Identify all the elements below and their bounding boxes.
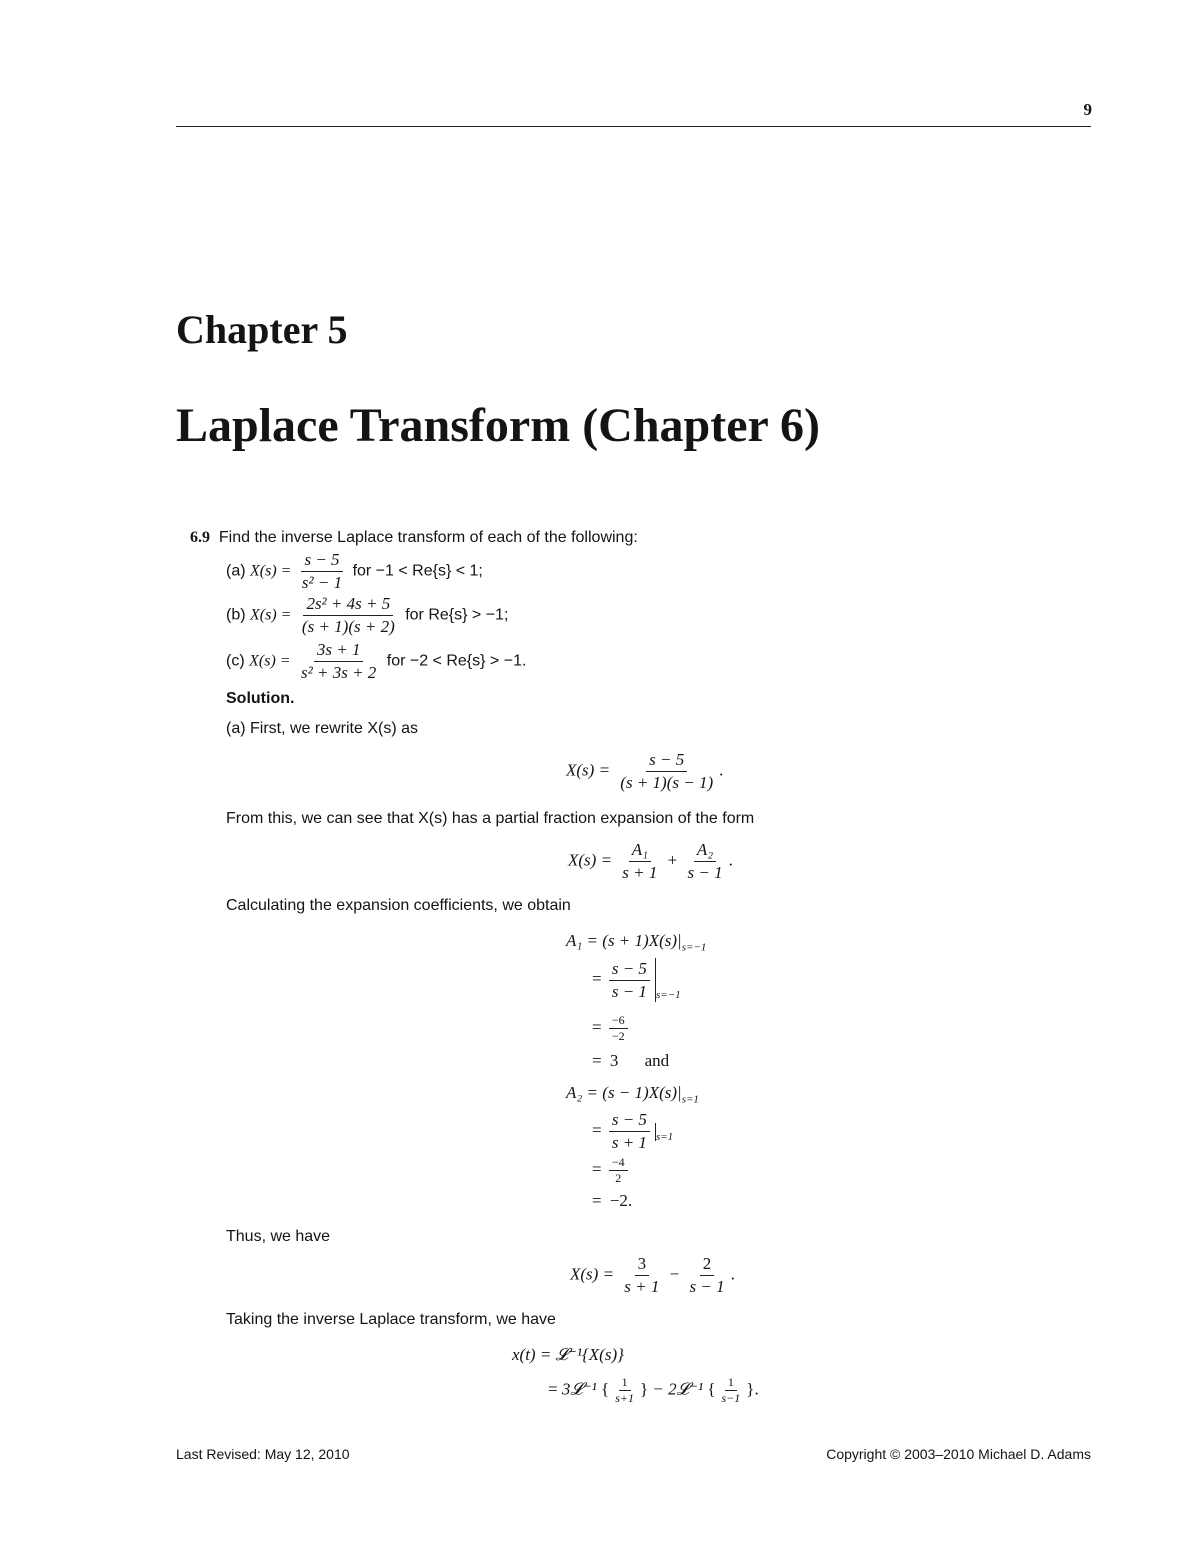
equation-result xyxy=(570,1254,735,1297)
problem-statement xyxy=(190,528,638,548)
eq2-fraction-1 xyxy=(619,840,660,883)
eq1-fraction xyxy=(617,750,716,793)
a1-value: 3 xyxy=(609,1051,619,1070)
problem-label: 6.9 xyxy=(190,529,210,546)
inverse-line2-den1: s+1 xyxy=(615,1391,634,1405)
header-rule xyxy=(176,126,1091,127)
a2-line3 xyxy=(592,1156,631,1185)
eq2-plus: + xyxy=(667,850,678,870)
part-a-denominator: s² − 1 xyxy=(301,573,343,592)
a1-line1-expr: (s + 1)X(s)| xyxy=(602,931,682,950)
a1-line3 xyxy=(592,1014,631,1043)
part-b-numerator: 2s² + 4s + 5 xyxy=(303,594,393,616)
a1-line3-den: −2 xyxy=(611,1029,625,1043)
eq2-end: . xyxy=(728,850,733,870)
chapter-number: Chapter 5 xyxy=(176,307,348,352)
eq1-lhs: X(s) = xyxy=(566,760,611,780)
part-c-lhs: X(s) = xyxy=(249,652,291,670)
eq3-lhs: X(s) = xyxy=(570,1264,615,1284)
a1-line4 xyxy=(592,1050,669,1072)
part-a-fraction xyxy=(299,550,345,593)
inverse-line1-rhs: 𝓛⁻¹{X(s)} xyxy=(555,1345,624,1364)
text-calculating: Calculating the expansion coefficients, we obtain xyxy=(226,897,571,914)
chapter-title: Laplace Transform (Chapter 6) xyxy=(176,399,820,452)
footer-last-revised: Last Revised: May 12, 2010 xyxy=(176,1446,350,1462)
a1-line2-den: s − 1 xyxy=(611,981,647,1001)
eq2-num2: A₂ xyxy=(694,840,716,862)
a2-line3-num: −4 xyxy=(609,1156,628,1171)
inverse-line2-num1: 1 xyxy=(619,1376,631,1391)
eq3-num2: 2 xyxy=(700,1254,715,1276)
inverse-line2-fraction-2 xyxy=(718,1376,743,1405)
eq3-end: . xyxy=(730,1264,735,1284)
part-c-numerator: 3s + 1 xyxy=(314,640,364,662)
part-b-lhs: X(s) = xyxy=(250,606,292,624)
inverse-line2-end: . xyxy=(754,1379,759,1399)
solution-heading: Solution. xyxy=(226,690,295,707)
a2-line2-den: s + 1 xyxy=(611,1133,647,1152)
a1-line2-fraction xyxy=(609,959,650,1002)
inverse-line1-lhs: x(t) = xyxy=(512,1345,552,1364)
equation-expansion-form xyxy=(568,840,733,883)
eq2-fraction-2 xyxy=(684,840,725,883)
part-c-condition: for −2 < Re{s} > −1. xyxy=(386,652,527,670)
a2-line3-den: 2 xyxy=(615,1171,622,1185)
a2-line2 xyxy=(592,1110,673,1153)
part-c-fraction xyxy=(298,640,379,683)
page-number: 9 xyxy=(1083,100,1092,119)
part-a-label: (a) xyxy=(226,562,246,580)
eq3-minus: − xyxy=(669,1264,680,1284)
footer-copyright: Copyright © 2003–2010 Michael D. Adams xyxy=(826,1446,1091,1462)
inverse-line2-minus: − 2𝓛⁻¹ xyxy=(652,1379,704,1399)
eq2-num1: A₁ xyxy=(629,840,651,862)
and-text: and xyxy=(644,1051,670,1070)
a1-line2-sub: s=−1 xyxy=(655,988,681,1001)
eq2-lhs: X(s) = xyxy=(568,850,613,870)
a1-line2-equals: = xyxy=(592,968,602,988)
a2-line3-fraction xyxy=(609,1156,628,1185)
text-partial-fraction: From this, we can see that X(s) has a partial fraction expansion of the form xyxy=(226,810,755,827)
a1-line1-sub: s=−1 xyxy=(681,941,707,954)
a2-line1-sub: s=1 xyxy=(681,1093,699,1106)
a1-line1 xyxy=(566,930,706,958)
a2-line4-equals: = xyxy=(592,1191,602,1210)
a2-line2-equals: = xyxy=(592,1120,602,1140)
eq2-den2: s − 1 xyxy=(687,863,723,882)
a2-line1 xyxy=(566,1082,699,1110)
a2-line1-expr: (s − 1)X(s)| xyxy=(602,1083,682,1102)
eq1-end: . xyxy=(719,760,724,780)
a2-line4 xyxy=(592,1190,632,1212)
a1-line3-equals: = xyxy=(592,1017,602,1037)
a2-value: −2. xyxy=(609,1191,633,1210)
a1-lhs: A₁ = xyxy=(566,931,599,950)
a1-line3-num: −6 xyxy=(609,1014,628,1029)
eq1-denominator: (s + 1)(s − 1) xyxy=(620,773,714,792)
a1-line2 xyxy=(592,958,681,1006)
part-a-lhs: X(s) = xyxy=(250,562,292,580)
part-a-numerator: s − 5 xyxy=(301,550,342,572)
text-thus: Thus, we have xyxy=(226,1228,331,1245)
eq1-numerator: s − 5 xyxy=(646,750,687,772)
inverse-line1 xyxy=(512,1344,624,1366)
inverse-line2-equals: = xyxy=(548,1379,558,1399)
problem-text: Find the inverse Laplace transform of each of the following: xyxy=(218,529,638,546)
eq3-den1: s + 1 xyxy=(624,1277,660,1296)
inverse-line2-den2: s−1 xyxy=(721,1391,741,1405)
equation-rewrite xyxy=(566,750,723,793)
part-a xyxy=(226,550,483,593)
text-taking-inverse: Taking the inverse Laplace transform, we have xyxy=(226,1311,556,1328)
part-b-fraction xyxy=(299,594,398,637)
a2-line2-sub: s=1 xyxy=(655,1130,674,1143)
inverse-line2-coef1: 3𝓛⁻¹ xyxy=(561,1379,597,1399)
a2-line3-equals: = xyxy=(592,1159,602,1179)
part-a-condition: for −1 < Re{s} < 1; xyxy=(352,562,483,580)
part-b xyxy=(226,594,508,637)
eq2-den1: s + 1 xyxy=(622,863,658,882)
part-b-label: (b) xyxy=(226,606,246,624)
part-b-denominator: (s + 1)(s + 2) xyxy=(301,617,395,636)
inverse-line2-num2: 1 xyxy=(725,1376,737,1391)
a1-line3-fraction xyxy=(609,1014,628,1043)
eq3-num1: 3 xyxy=(635,1254,650,1276)
part-b-condition: for Re{s} > −1; xyxy=(405,606,509,624)
a2-line2-fraction xyxy=(609,1110,650,1153)
eq3-fraction-1 xyxy=(621,1254,662,1297)
part-c-denominator: s² + 3s + 2 xyxy=(301,663,377,682)
a1-line2-num: s − 5 xyxy=(609,959,650,981)
a2-line2-num: s − 5 xyxy=(609,1110,650,1132)
inverse-line2-fraction-1 xyxy=(612,1376,637,1405)
a1-line4-equals: = xyxy=(592,1051,602,1070)
inverse-line2: = 3𝓛⁻¹ { $\frac{1}{s+1}$ } − 2𝓛⁻¹ { $\frac{1}{s-1}$ }. xyxy=(548,1375,759,1405)
part-c xyxy=(226,640,526,683)
part-c-label: (c) xyxy=(226,652,245,670)
a2-lhs: A₂ = xyxy=(566,1083,599,1102)
eq3-den2: s − 1 xyxy=(689,1277,725,1296)
eq3-fraction-2 xyxy=(686,1254,727,1297)
solution-intro: (a) First, we rewrite X(s) as xyxy=(226,720,419,737)
